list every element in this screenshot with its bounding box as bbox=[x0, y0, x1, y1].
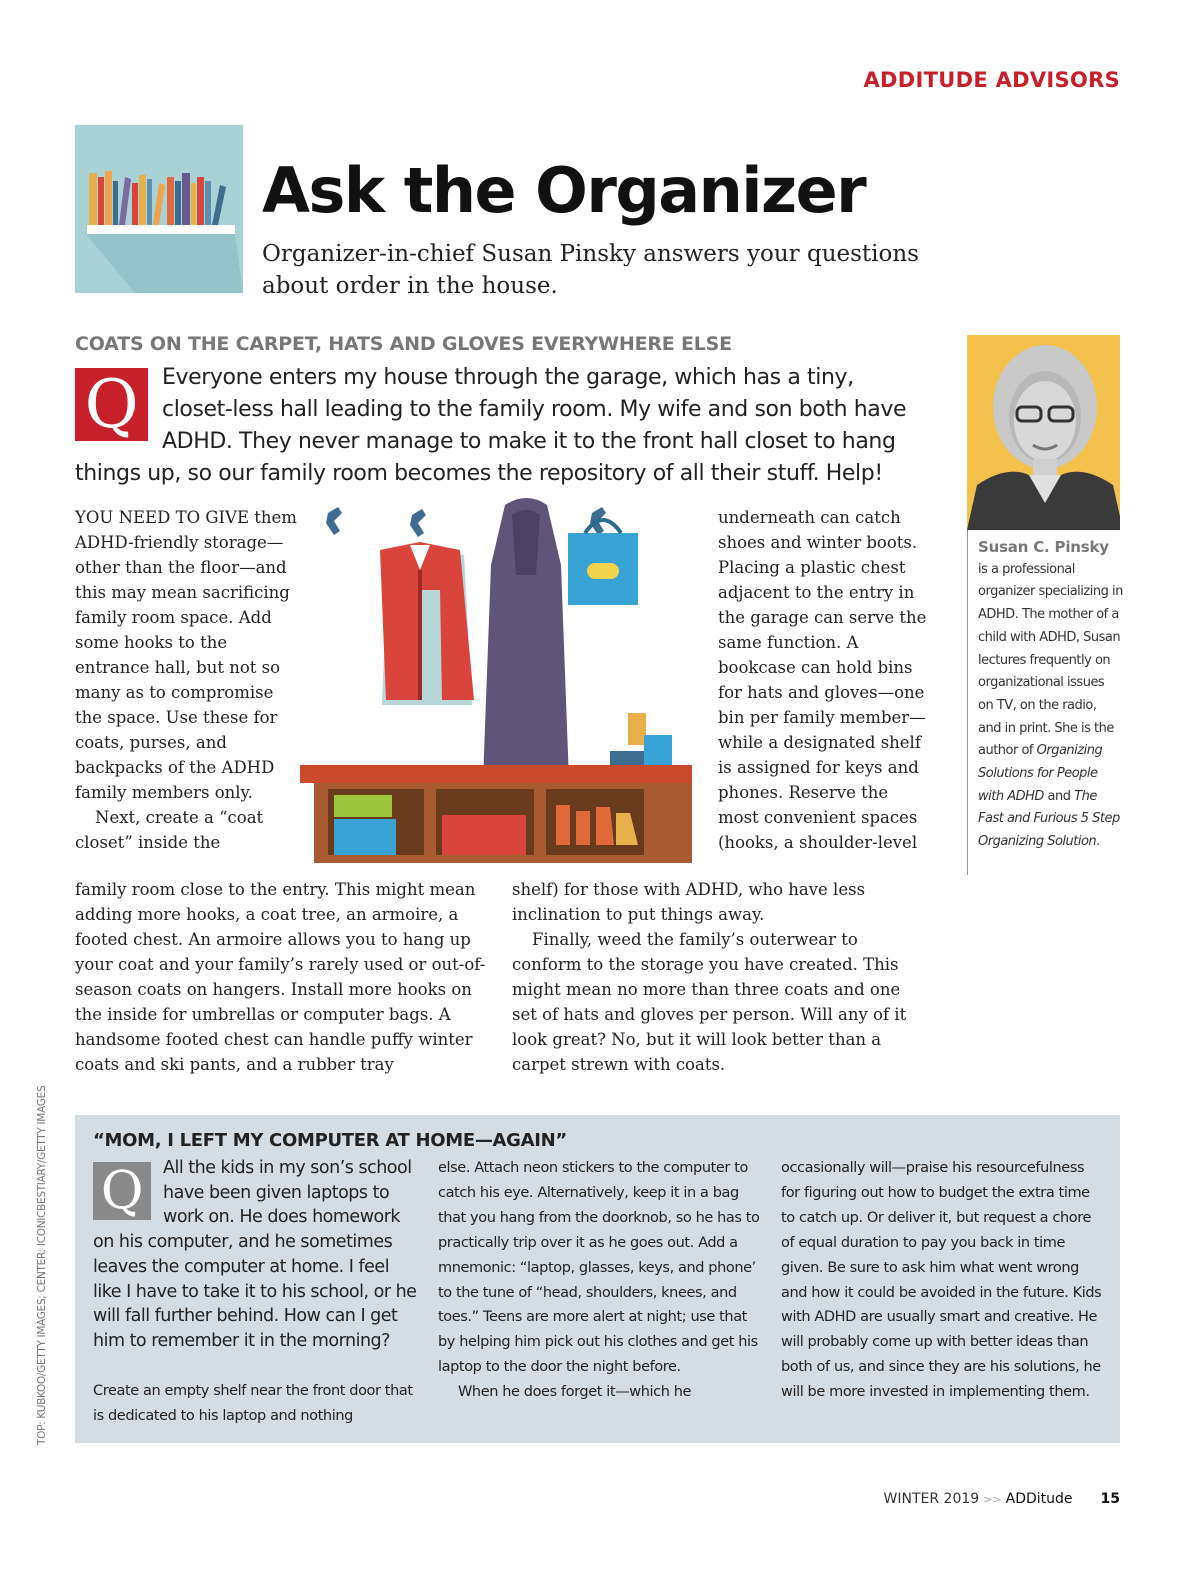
answer-paragraph: shelf) for those with ADHD, who have less inclination to put things away. bbox=[512, 880, 866, 924]
answer-paragraph: Next, create a “coat closet” inside the bbox=[75, 808, 264, 852]
bio-text: . bbox=[1096, 834, 1100, 850]
bookshelf-icon bbox=[75, 125, 243, 293]
bio-divider bbox=[967, 530, 968, 875]
q-mark-icon: Q bbox=[75, 368, 148, 441]
author-name: Susan C. Pinsky bbox=[978, 538, 1109, 556]
section-tag: ADDITUDE ADVISORS bbox=[863, 68, 1120, 92]
bio-text: is a professional organizer specializing in ADHD. The mother of a child with ADHD, Susan lectures frequently on organizational issues on TV, on the radio, and in print. She is the author of bbox=[978, 561, 1123, 759]
author-portrait bbox=[967, 335, 1120, 530]
footer-separator: >> bbox=[983, 1493, 1002, 1506]
page-number: 15 bbox=[1100, 1491, 1120, 1507]
answer-paragraph: YOU NEED TO GIVE them ADHD-friendly storage—other than the floor—and this may mean sacrificing family room space. Add some hooks to the entrance hall, but not so many as to compromise the space. Use these for coats, purses, and backpacks of the ADHD family members only. bbox=[75, 508, 297, 802]
sidebar-question bbox=[93, 1156, 418, 1354]
author-bio bbox=[978, 536, 1123, 854]
magazine-name: ADDitude bbox=[1005, 1491, 1073, 1507]
main-question bbox=[75, 362, 925, 490]
answer-paragraph: family room close to the entry. This might mean adding more hooks, a coat tree, an armoire, a footed chest. An armoire allows you to hang up your coat and your family’s rarely used or out-of-season coats on hangers. Install more hooks on the inside for umbrellas or computer bags. A handsome footed chest can handle puffy winter coats and ski pants, and a rubber tray bbox=[75, 880, 486, 1074]
answer-column-right bbox=[718, 505, 928, 855]
sidebar-paragraph: When he does forget it—which he bbox=[458, 1384, 692, 1401]
sidebar-column-3 bbox=[781, 1156, 1106, 1405]
answer-column-bottom-right bbox=[512, 877, 922, 1077]
page-subtitle: Organizer-in-chief Susan Pinsky answers your questions about order in the house. bbox=[262, 241, 919, 299]
issue-label: WINTER 2019 bbox=[883, 1491, 980, 1507]
book-title: The Fast and Furious 5 Step Organizing Solution bbox=[978, 788, 1120, 850]
answer-paragraph: underneath can catch shoes and winter boots. Placing a plastic chest adjacent to the entry in the garage can serve the same function. A bookcase can hold bins for hats and gloves—one bin per family member—while a designated shelf is assigned for keys and phones. Reserve the most convenient spaces (hooks, a shoulder-level bbox=[718, 508, 927, 852]
sidebar-paragraph: Create an empty shelf near the front door that is dedicated to his laptop and nothing bbox=[93, 1383, 413, 1424]
sidebar-question-text: All the kids in my son’s school have been given laptops to work on. He does homework on his computer, and he sometimes leaves the computer at home. I feel like I have to take it to his school, or he will fall further behind. How can I get him to remember it in the morning? bbox=[93, 1158, 417, 1351]
answer-column-bottom-left bbox=[75, 877, 495, 1077]
page-footer bbox=[884, 1491, 1120, 1507]
sidebar-paragraph: occasionally will—praise his resourcefulness for figuring out how to budget the extra time to catch up. Or deliver it, but request a chore of equal duration to pay you back in time given. Be sure to ask him what went wrong and how it could be avoided in the future. Kids with ADHD are usually smart and creative. He will probably come up with better ideas than both of us, and since they are his solutions, he will be more invested in implementing them. bbox=[781, 1160, 1102, 1401]
entryway-illustration bbox=[300, 495, 700, 865]
q-mark-icon: Q bbox=[93, 1162, 151, 1220]
sidebar-column-2 bbox=[438, 1156, 763, 1405]
photo-credit: TOP: KUBKOO/GETTY IMAGES; CENTER: ICONICBESTIARY/GETTY IMAGES bbox=[36, 1085, 48, 1445]
answer-paragraph: Finally, weed the family’s outerwear to conform to the storage you have created. This might mean no more than three coats and one set of hats and gloves per person. Will any of it look great? No, but it will look better than a carpet strewn with coats. bbox=[512, 930, 907, 1074]
sidebar-answer-start bbox=[93, 1379, 418, 1429]
bio-text: and bbox=[1043, 788, 1075, 804]
question-heading: COATS ON THE CARPET, HATS AND GLOVES EVERYWHERE ELSE bbox=[75, 333, 732, 355]
book-title: Organizing Solutions for People with ADHD bbox=[978, 743, 1103, 804]
answer-column-left bbox=[75, 505, 300, 855]
sidebar-paragraph: else. Attach neon stickers to the computer to catch his eye. Alternatively, keep it in a bag that you hang from the doorknob, so he has to practically trip over it as he goes out. Add a mnemonic: “laptop, glasses, keys, and phone’ to the tune of “head, shoulders, knees, and toes.” Teens are more alert at night; use that by helping him pick out his clothes and get his laptop to the door the night before. bbox=[438, 1160, 760, 1376]
question-text: Everyone enters my house through the garage, which has a tiny, closet-less hall leading to the family room. My wife and son both have ADHD. They never manage to make it to the front hall closet to hang things up, so our family room becomes the repository of all their stuff. Help! bbox=[75, 365, 907, 486]
page-title: Ask the Organizer bbox=[262, 154, 866, 227]
sidebar-heading: “MOM, I LEFT MY COMPUTER AT HOME—AGAIN” bbox=[93, 1130, 567, 1151]
